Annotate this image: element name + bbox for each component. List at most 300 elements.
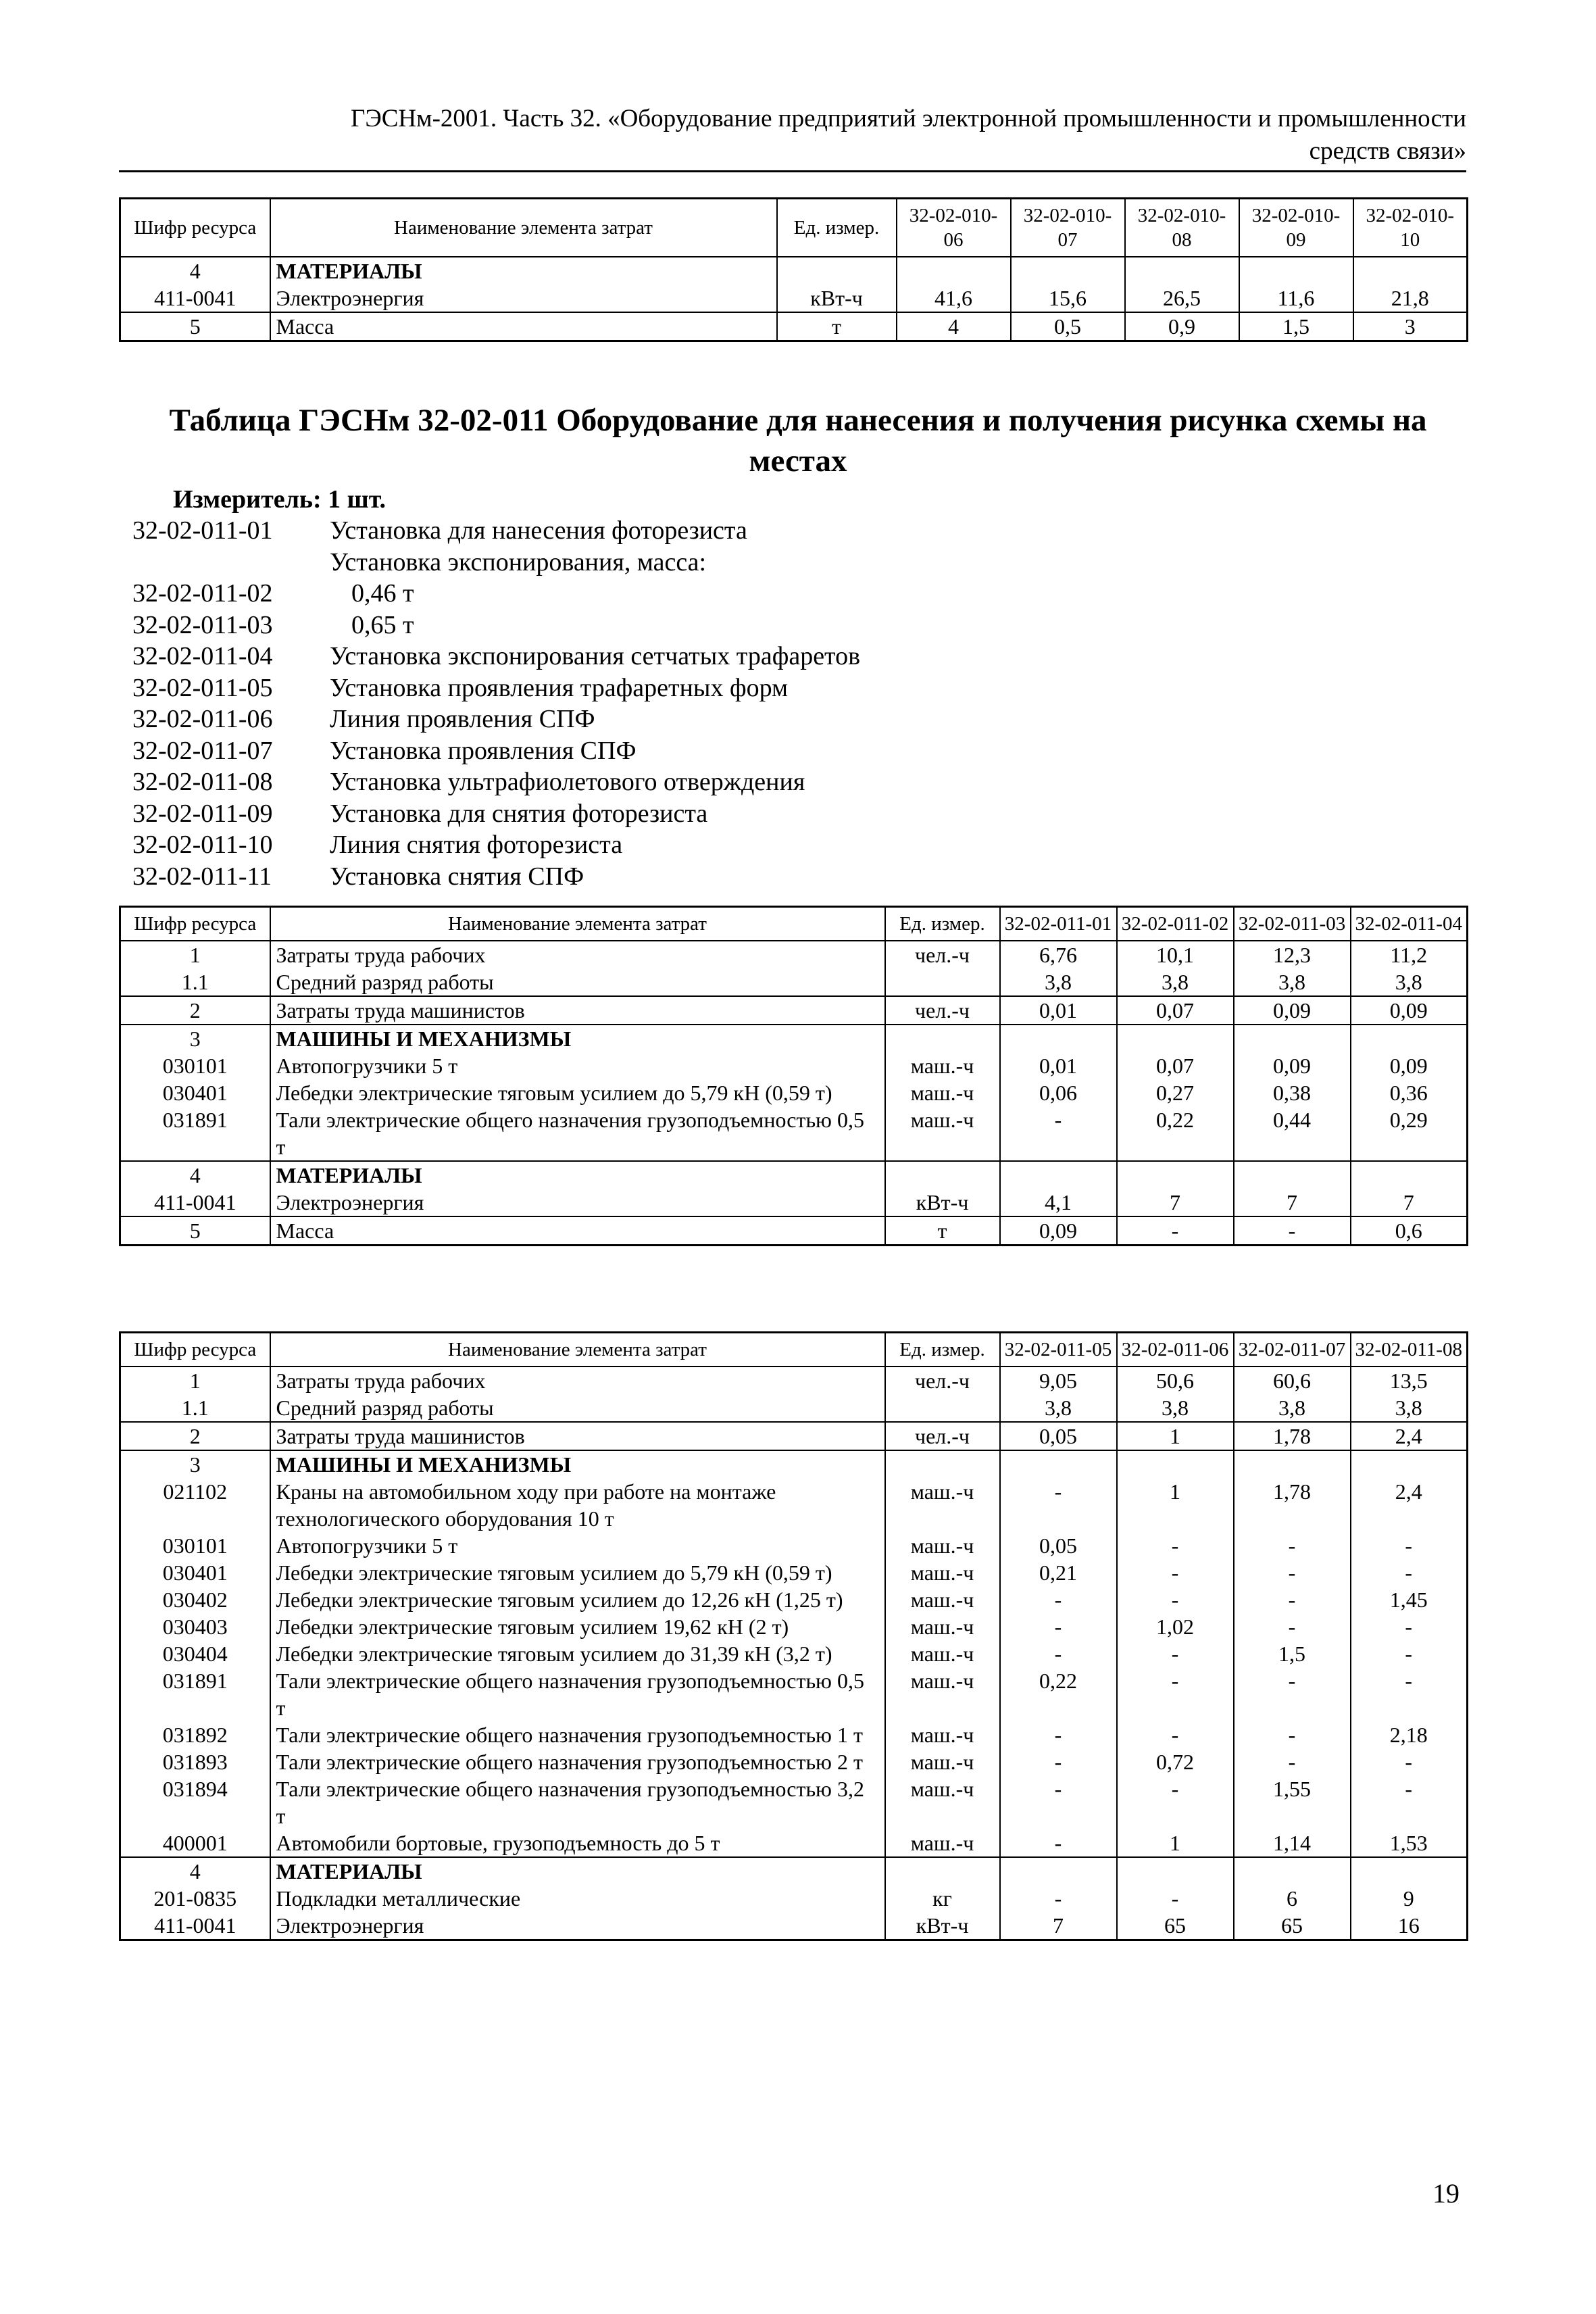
value-cell: 0,01 [1000,996,1117,1025]
cost-element-name: Тали электрические общего назначения грузоподъемностью 0,5 т [270,1106,885,1161]
value-cell: - [1000,1721,1117,1748]
item-text: Установка проявления трафаретных форм [330,673,789,702]
value-cell: - [1000,1586,1117,1613]
value-cell: - [1351,1775,1468,1829]
value-cell: 3,8 [1117,1394,1234,1422]
table-row [120,1189,1468,1216]
table-row [120,1106,1468,1161]
value-cell: 12,3 [1234,941,1351,968]
col-header: 32-02-011-01 [1000,907,1117,941]
value-cell: 21,8 [1353,285,1468,312]
value-cell: - [1234,1748,1351,1775]
value-cell: - [1000,1829,1117,1857]
unit-of-measure [885,968,1000,996]
value-cell: 15,6 [1011,285,1125,312]
value-cell [1000,1450,1117,1478]
cost-element-name: Лебедки электрические тяговым усилием до 5,79 кН (0,59 т) [270,1079,885,1106]
value-cell [1351,1025,1468,1052]
resource-code: 030404 [120,1640,270,1667]
col-header: 32-02-011-03 [1234,907,1351,941]
unit-of-measure: маш.-ч [885,1079,1000,1106]
value-cell: 11,2 [1351,941,1468,968]
value-cell: 4 [897,312,1011,341]
col-header: Ед. измер. [885,907,1000,941]
value-cell: 0,09 [1351,996,1468,1025]
item-row [132,798,860,830]
unit-of-measure [885,1394,1000,1422]
table-row [120,1640,1468,1667]
value-cell: - [1234,1667,1351,1721]
table-a [119,906,1468,1246]
unit-of-measure: маш.-ч [885,1775,1000,1829]
col-header: 32-02-011-07 [1234,1333,1351,1367]
cost-element-name: Средний разряд работы [270,1394,885,1422]
cost-element-name: Масса [270,312,777,341]
header-line-1: ГЭСНм-2001. Часть 32. «Оборудование предприятий электронной промышленности и промышленности [350,105,1466,132]
cost-element-name: Автомобили бортовые, грузоподъемность до 5 т [270,1829,885,1857]
resource-code: 031893 [120,1748,270,1775]
col-header: 32-02-010-08 [1125,199,1239,257]
table-title [119,400,1477,481]
cost-element-name: Автопогрузчики 5 т [270,1052,885,1079]
col-header: Наименование элемента затрат [270,1333,885,1367]
resource-code: 4 [120,257,270,285]
value-cell: 0,44 [1234,1106,1351,1161]
value-cell: 2,4 [1351,1422,1468,1450]
item-text: 0,46 т [351,579,414,608]
table-row [120,1829,1468,1857]
value-cell: 7 [1234,1189,1351,1216]
value-cell: 13,5 [1351,1367,1468,1394]
table-row [120,996,1468,1025]
value-cell [1011,257,1125,285]
value-cell: - [1117,1532,1234,1559]
table-row [120,1052,1468,1079]
value-cell [1351,1161,1468,1189]
table-row [120,1422,1468,1450]
value-cell: 65 [1234,1912,1351,1940]
table-row [120,1532,1468,1559]
page-number: 19 [1432,2178,1460,2209]
resource-code: 3 [120,1025,270,1052]
value-cell: 0,09 [1000,1216,1117,1246]
col-header: Ед. измер. [885,1333,1000,1367]
value-cell: 0,07 [1117,1052,1234,1079]
unit-of-measure: кг [885,1885,1000,1912]
value-cell: 3,8 [1000,1394,1117,1422]
col-header: 32-02-010-09 [1239,199,1353,257]
value-cell: 1 [1117,1478,1234,1532]
table-row [120,1912,1468,1940]
value-cell: - [1234,1216,1351,1246]
value-cell: 16 [1351,1912,1468,1940]
cost-element-name: Подкладки металлические [270,1885,885,1912]
value-cell: 50,6 [1117,1367,1234,1394]
item-code: 32-02-011-08 [132,768,273,796]
cost-element-name: МАШИНЫ И МЕХАНИЗМЫ [270,1450,885,1478]
unit-of-measure: т [885,1216,1000,1246]
unit-of-measure: маш.-ч [885,1478,1000,1532]
value-cell: 3,8 [1351,1394,1468,1422]
value-cell: 0,27 [1117,1079,1234,1106]
table-row [120,1857,1468,1885]
value-cell: 0,72 [1117,1748,1234,1775]
table-row [120,312,1468,341]
col-header: Шифр ресурса [120,1333,270,1367]
resource-code: 5 [120,1216,270,1246]
value-cell: 3 [1353,312,1468,341]
resource-code: 030402 [120,1586,270,1613]
item-text: Установка снятия СПФ [330,862,584,891]
resource-code: 030101 [120,1532,270,1559]
value-cell: - [1117,1559,1234,1586]
resource-code: 030401 [120,1559,270,1586]
item-text: Линия снятия фоторезиста [330,831,623,859]
resource-code: 1 [120,941,270,968]
table-row [120,1613,1468,1640]
table-row [120,1025,1468,1052]
value-cell [1234,1161,1351,1189]
col-header: 32-02-011-04 [1351,907,1468,941]
resource-code: 411-0041 [120,1912,270,1940]
item-text: Установка экспонирования, масса: [330,547,707,576]
cost-element-name: Тали электрические общего назначения грузоподъемностью 3,2 т [270,1775,885,1829]
item-row [132,704,860,735]
unit-of-measure: маш.-ч [885,1106,1000,1161]
value-cell: - [1234,1586,1351,1613]
unit-of-measure: маш.-ч [885,1721,1000,1748]
resource-code: 411-0041 [120,285,270,312]
value-cell: - [1000,1775,1117,1829]
value-cell [1351,1450,1468,1478]
table-row [120,1079,1468,1106]
table-row [120,1161,1468,1189]
value-cell: 0,5 [1011,312,1125,341]
value-cell: 9,05 [1000,1367,1117,1394]
value-cell: - [1117,1667,1234,1721]
item-row [132,861,860,893]
value-cell: 1,14 [1234,1829,1351,1857]
value-cell [1234,1025,1351,1052]
value-cell: 1,45 [1351,1586,1468,1613]
cost-element-name: Затраты труда машинистов [270,996,885,1025]
item-code: 32-02-011-01 [132,516,273,545]
value-cell: 26,5 [1125,285,1239,312]
resource-code: 030101 [120,1052,270,1079]
value-cell [1117,1161,1234,1189]
cost-element-name: Краны на автомобильном ходу при работе на монтаже технологического оборудования 10 т [270,1478,885,1532]
value-cell [1000,1857,1117,1885]
value-cell: 1,02 [1117,1613,1234,1640]
value-cell: 0,38 [1234,1079,1351,1106]
col-header: 32-02-010-06 [897,199,1011,257]
cost-element-name: МАТЕРИАЛЫ [270,257,777,285]
resource-code: 021102 [120,1478,270,1532]
unit-of-measure: чел.-ч [885,1422,1000,1450]
table-title-line-2: местах [749,443,847,478]
unit-of-measure: маш.-ч [885,1586,1000,1613]
item-text: Установка экспонирования сетчатых трафаретов [330,642,861,670]
value-cell: - [1234,1613,1351,1640]
cost-element-name: МАТЕРИАЛЫ [270,1857,885,1885]
value-cell: 1,53 [1351,1829,1468,1857]
item-code [132,547,330,578]
value-cell: 3,8 [1234,968,1351,996]
value-cell: 41,6 [897,285,1011,312]
item-code: 32-02-011-09 [132,799,273,828]
value-cell: - [1117,1586,1234,1613]
value-cell: 0,06 [1000,1079,1117,1106]
resource-code: 030401 [120,1079,270,1106]
col-header: 32-02-011-06 [1117,1333,1234,1367]
col-header: 32-02-010-07 [1011,199,1125,257]
cost-element-name: Лебедки электрические тяговым усилием до 5,79 кН (0,59 т) [270,1559,885,1586]
value-cell: - [1117,1216,1234,1246]
value-cell: 2,4 [1351,1478,1468,1532]
value-cell: - [1000,1106,1117,1161]
table-row [120,1721,1468,1748]
unit-of-measure: маш.-ч [885,1829,1000,1857]
resource-code: 030403 [120,1613,270,1640]
value-cell: 7 [1000,1912,1117,1940]
table-row [120,941,1468,968]
value-cell: 1 [1117,1422,1234,1450]
value-cell: 7 [1351,1189,1468,1216]
item-code: 32-02-011-11 [132,862,272,891]
value-cell: 6 [1234,1885,1351,1912]
value-cell [1117,1450,1234,1478]
page-header [119,103,1466,172]
value-cell: - [1351,1559,1468,1586]
value-cell: 0,09 [1234,1052,1351,1079]
resource-code: 3 [120,1450,270,1478]
value-cell: - [1117,1775,1234,1829]
cost-element-name: Лебедки электрические тяговым усилием 19,62 кН (2 т) [270,1613,885,1640]
item-text: Установка ультрафиолетового отверждения [330,768,805,796]
col-header: Шифр ресурса [120,907,270,941]
value-cell [1125,257,1239,285]
item-code: 32-02-011-06 [132,705,273,733]
item-row [132,735,860,767]
resource-code: 031894 [120,1775,270,1829]
item-text: Установка проявления СПФ [330,736,637,765]
unit-of-measure: кВт-ч [885,1912,1000,1940]
table-row [120,1559,1468,1586]
unit-of-measure: маш.-ч [885,1532,1000,1559]
value-cell: - [1234,1532,1351,1559]
value-cell: - [1351,1640,1468,1667]
value-cell: - [1000,1640,1117,1667]
table-row [120,968,1468,996]
item-text: Установка для снятия фоторезиста [330,799,708,828]
value-cell: - [1351,1748,1468,1775]
table-row [120,1775,1468,1829]
item-list [132,515,860,892]
unit-of-measure: кВт-ч [885,1189,1000,1216]
cost-element-name: Электроэнергия [270,1912,885,1940]
item-text: 0,65 т [351,610,414,639]
value-cell: - [1117,1885,1234,1912]
value-cell: 9 [1351,1885,1468,1912]
table-row [120,1748,1468,1775]
item-text: Установка для нанесения фоторезиста [330,516,747,545]
table-b [119,1331,1468,1941]
value-cell: 0,22 [1117,1106,1234,1161]
value-cell [1234,1857,1351,1885]
value-cell: - [1234,1721,1351,1748]
value-cell: 11,6 [1239,285,1353,312]
value-cell: 0,6 [1351,1216,1468,1246]
value-cell: 0,05 [1000,1532,1117,1559]
resource-code: 4 [120,1857,270,1885]
value-cell [1353,257,1468,285]
table-top-continuation [119,197,1468,342]
resource-code: 2 [120,996,270,1025]
cost-element-name: Затраты труда машинистов [270,1422,885,1450]
unit-of-measure: кВт-ч [777,285,897,312]
item-row [132,672,860,704]
col-header: Шифр ресурса [120,199,270,257]
unit-of-measure: чел.-ч [885,1367,1000,1394]
resource-code: 411-0041 [120,1189,270,1216]
unit-of-measure [885,1857,1000,1885]
table-row [120,1394,1468,1422]
value-cell: 1,55 [1234,1775,1351,1829]
resource-code: 031892 [120,1721,270,1748]
item-row [132,610,860,641]
value-cell [897,257,1011,285]
value-cell: 0,05 [1000,1422,1117,1450]
value-cell: 3,8 [1234,1394,1351,1422]
unit-of-measure: маш.-ч [885,1613,1000,1640]
value-cell: 10,1 [1117,941,1234,968]
value-cell: 1,5 [1239,312,1353,341]
col-header: 32-02-011-05 [1000,1333,1117,1367]
unit-of-measure: чел.-ч [885,996,1000,1025]
cost-element-name: Средний разряд работы [270,968,885,996]
table-row [120,1478,1468,1532]
value-cell: 0,09 [1234,996,1351,1025]
cost-element-name: МАШИНЫ И МЕХАНИЗМЫ [270,1025,885,1052]
value-cell: - [1000,1613,1117,1640]
value-cell: 0,9 [1125,312,1239,341]
resource-code: 4 [120,1161,270,1189]
value-cell: - [1234,1559,1351,1586]
cost-element-name: Тали электрические общего назначения грузоподъемностью 1 т [270,1721,885,1748]
unit-of-measure: маш.-ч [885,1640,1000,1667]
col-header: Наименование элемента затрат [270,199,777,257]
value-cell: 1,78 [1234,1478,1351,1532]
value-cell: - [1117,1640,1234,1667]
value-cell: - [1000,1748,1117,1775]
value-cell [1351,1857,1468,1885]
table-row [120,1885,1468,1912]
value-cell: - [1351,1532,1468,1559]
unit-of-measure: маш.-ч [885,1748,1000,1775]
cost-element-name: Автопогрузчики 5 т [270,1532,885,1559]
value-cell: 7 [1117,1189,1234,1216]
resource-code: 2 [120,1422,270,1450]
table-row [120,1450,1468,1478]
value-cell: 0,07 [1117,996,1234,1025]
value-cell [1000,1161,1117,1189]
resource-code: 1.1 [120,968,270,996]
header-line-2: средств связи» [1309,137,1466,165]
table-row [120,1586,1468,1613]
value-cell: 3,8 [1000,968,1117,996]
value-cell: 0,36 [1351,1079,1468,1106]
cost-element-name: Электроэнергия [270,1189,885,1216]
table-row [120,1216,1468,1246]
item-code: 32-02-011-03 [132,610,273,639]
value-cell: 0,22 [1000,1667,1117,1721]
value-cell: 1 [1117,1829,1234,1857]
table-title-line-1: Таблица ГЭСНм 32-02-011 Оборудование для нанесения и получения рисунка схемы на [169,403,1427,438]
col-header: Наименование элемента затрат [270,907,885,941]
value-cell [1234,1450,1351,1478]
cost-element-name: Тали электрические общего назначения грузоподъемностью 2 т [270,1748,885,1775]
resource-code: 1.1 [120,1394,270,1422]
value-cell: 3,8 [1351,968,1468,996]
item-row [132,578,860,610]
item-row [132,641,860,672]
item-row [132,515,860,547]
item-code: 32-02-011-07 [132,736,273,765]
unit-of-measure [885,1450,1000,1478]
item-code: 32-02-011-10 [132,831,273,859]
resource-code: 031891 [120,1667,270,1721]
resource-code: 400001 [120,1829,270,1857]
resource-code: 1 [120,1367,270,1394]
col-header: 32-02-010-10 [1353,199,1468,257]
value-cell: 0,21 [1000,1559,1117,1586]
value-cell: 0,09 [1351,1052,1468,1079]
unit-of-measure: маш.-ч [885,1667,1000,1721]
cost-element-name: Лебедки электрические тяговым усилием до 31,39 кН (3,2 т) [270,1640,885,1667]
table-row [120,1367,1468,1394]
value-cell: 4,1 [1000,1189,1117,1216]
value-cell: - [1117,1721,1234,1748]
value-cell: 1,78 [1234,1422,1351,1450]
item-code: 32-02-011-04 [132,642,273,670]
table-row [120,1667,1468,1721]
cost-element-name: Масса [270,1216,885,1246]
value-cell: 0,29 [1351,1106,1468,1161]
value-cell [1000,1025,1117,1052]
unit-of-measure [777,257,897,285]
item-row [132,766,860,798]
value-cell [1239,257,1353,285]
value-cell [1117,1857,1234,1885]
value-cell: - [1000,1885,1117,1912]
measure-unit: Измеритель: 1 шт. [173,485,386,514]
value-cell: 3,8 [1117,968,1234,996]
col-header: 32-02-011-02 [1117,907,1234,941]
cost-element-name: Электроэнергия [270,285,777,312]
resource-code: 5 [120,312,270,341]
col-header: 32-02-011-08 [1351,1333,1468,1367]
resource-code: 201-0835 [120,1885,270,1912]
unit-of-measure [885,1161,1000,1189]
col-header: Ед. измер. [777,199,897,257]
unit-of-measure: маш.-ч [885,1559,1000,1586]
resource-code: 031891 [120,1106,270,1161]
item-code: 32-02-011-05 [132,673,273,702]
value-cell: 1,5 [1234,1640,1351,1667]
value-cell: 6,76 [1000,941,1117,968]
cost-element-name: Затраты труда рабочих [270,1367,885,1394]
unit-of-measure [885,1025,1000,1052]
